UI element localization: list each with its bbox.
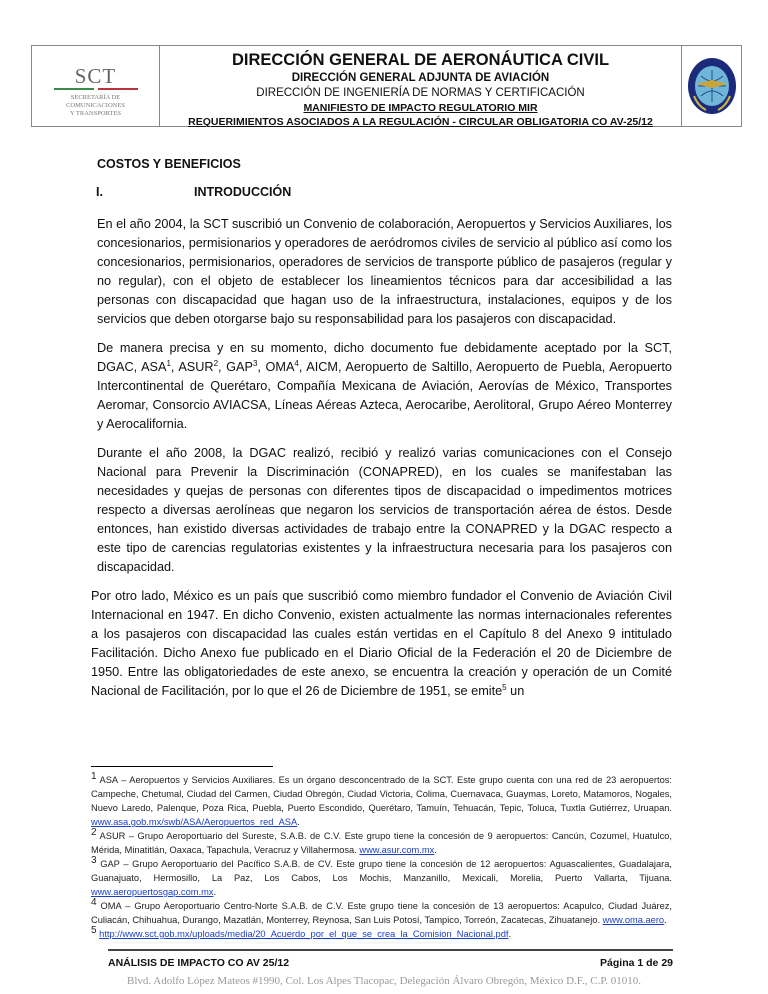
heading-number: I.	[96, 185, 103, 199]
paragraph-4	[91, 587, 672, 701]
document-body	[91, 157, 672, 701]
dgac-seal-icon	[686, 56, 738, 116]
section-heading	[96, 185, 672, 199]
footnote-end: .	[213, 887, 217, 897]
sct-subtitle-line: Y TRANSPORTES	[69, 110, 122, 117]
header-subtitle-2: DIRECCIÓN DE INGENIERÍA DE NORMAS Y CERTIFICACIÓN	[256, 87, 585, 99]
header-titles	[160, 46, 681, 126]
footnote-3	[91, 854, 672, 899]
page-footer	[108, 957, 673, 970]
footnote-link[interactable]: www.asa.gob.mx/swb/ASA/Aeropuertos_red_ASA	[91, 817, 298, 827]
footer-address: Blvd. Adolfo López Mateos #1990, Col. Los Alpes Tlacopac, Delegación Álvaro Obregón, México D.F., C.P. 01010.	[126, 975, 641, 987]
footnote-ref[interactable]: 2	[213, 358, 219, 368]
footer-separator	[108, 949, 673, 951]
text: , GAP	[218, 360, 253, 374]
footnotes	[91, 770, 672, 941]
text: Por otro lado, México es un país que suscribió como miembro fundador el Convenio de Aviación Civil Internacional en 1947. En dicho Convenio, existen actualmente las normas internacionales referentes a los pasajeros con discapacidad las cuales están vertidas en el Capítulo 8 del Anexo 9 intitulado Facilitación. Dicho Anexo fue publicado en el Diario Oficial de la Federación el 20 de Diciembre de 1950. Entre las obligatoriedades de este anexo, se encuentra la creación y operación de un Comité Nacional de Facilitación, por lo que el 26 de Diciembre de 1951, se emite	[91, 589, 672, 698]
text: un	[506, 684, 525, 698]
dgac-seal	[681, 46, 741, 126]
footnote-link[interactable]: www.asur.com.mx	[359, 845, 435, 855]
footnote-4	[91, 896, 672, 927]
footnote-1	[91, 770, 672, 829]
footnote-text: ASA – Aeropuertos y Servicios Auxiliares. Es un órgano desconcentrado de la SCT. Este grupo cuenta con una red de 23 aeropuertos: Campeche, Chetumal, Ciudad del Carmen, Ciudad Obregón, Ciudad Victoria, Colima, Cuernavaca, Guaymas, Loreto, Matamoros, Nogales, Nuevo Laredo, Palenque, Poza Rica, Puebla, Puerto Escondido, Querétaro, Tamuín, Tehuacán, Tepic, Toluca, Tuxtla Gutiérrez, Uruapan.	[91, 775, 672, 813]
header-subtitle-4: REQUERIMIENTOS ASOCIADOS A LA REGULACIÓN - CIRCULAR OBLIGATORIA CO AV-25/12	[188, 116, 653, 128]
footnote-link[interactable]: http://www.sct.gob.mx/uploads/media/20_Acuerdo_por_el_que_se_crea_la_Comision_Nacional.pdf	[99, 929, 509, 939]
footnote-text: GAP – Grupo Aeroportuario del Pacífico S.A.B. de CV. Este grupo tiene la concesión de 12 aeropuertos: Aguascalientes, Guadalajara, Guanajuato, Hermosillo, La Paz, Los Cabos, Los Mochis, Manzanillo, Mexicali, Morelia, Puerto Vallarta, Tijuana.	[91, 859, 672, 883]
footnote-number: 3	[91, 854, 97, 866]
sct-logo-text: SCT	[74, 64, 117, 88]
header-title: DIRECCIÓN GENERAL DE AERONÁUTICA CIVIL	[231, 51, 610, 69]
document-header	[31, 45, 742, 127]
footnote-text: OMA – Grupo Aeroportuario Centro-Norte S.A.B. de C.V. Este grupo tiene la concesión de 13 aeropuertos: Acapulco, Ciudad Juárez, Culiacán, Chihuahua, Durango, Mazatlán, Monterrey, Reynosa, San Luis Potosí, Tampico, Torreón, Zacatecas, Zihuatanejo.	[91, 901, 672, 925]
paragraph-3: Durante el año 2008, la DGAC realizó, recibió y realizó varias comunicaciones con el Consejo Nacional para Prevenir la Discriminación (CONAPRED), en los cuales se manifestaban las necesidades y quejas de personas con diferentes tipos de discapacidad o impedimentos motrices respecto a diversas aerolíneas que negaron los servicios de transportación aérea de éstos. Desde entonces, han existido diversas actividades de trabajo entre la CONAPRED y la DGAC respecto a este tipo de carencias regulatorias existentes y la infraestructura necesaria para los pasajeros con discapacidad.	[97, 446, 672, 574]
footnote-link[interactable]: www.oma.aero	[602, 915, 665, 925]
footnote-number: 4	[91, 896, 97, 908]
footnote-separator	[91, 766, 273, 767]
section-title: COSTOS Y BENEFICIOS	[97, 157, 241, 171]
footnote-end: .	[434, 845, 437, 855]
sct-logo	[32, 46, 160, 126]
header-subtitle-1: DIRECCIÓN GENERAL ADJUNTA DE AVIACIÓN	[291, 72, 550, 84]
spacer	[0, 701, 768, 711]
footnote-5	[91, 924, 672, 941]
text: , OMA	[257, 360, 295, 374]
footnote-end: .	[297, 817, 300, 827]
footnote-ref[interactable]: 3	[252, 358, 258, 368]
heading-title: INTRODUCCIÓN	[194, 185, 292, 199]
footnote-ref[interactable]: 5	[502, 682, 507, 692]
footnote-link[interactable]: www.aeropuertosgap.com.mx	[91, 887, 214, 897]
sct-subtitle-line: COMUNICACIONES	[66, 102, 125, 109]
header-subtitle-3: MANIFIESTO DE IMPACTO REGULATORIO MIR	[303, 102, 538, 114]
flag-bars	[54, 88, 138, 90]
footnote-number: 2	[91, 826, 97, 838]
footnote-number: 5	[91, 924, 97, 936]
footnote-ref[interactable]: 1	[166, 358, 171, 368]
sct-subtitle-line: SECRETARÍA DE	[70, 94, 121, 101]
text: De manera precisa y en su momento, dicho documento fue debidamente aceptado por la SCT, DGAC, ASA	[97, 341, 672, 374]
footnote-end: .	[508, 929, 512, 939]
footnote-end: .	[664, 915, 667, 925]
text: , ASUR	[170, 360, 214, 374]
sct-logo-subtitle	[32, 94, 159, 118]
footer-document-id: ANÁLISIS DE IMPACTO CO AV 25/12	[108, 957, 290, 969]
text: , AICM, Aeropuerto de Saltillo, Aeropuerto de Puebla, Aeropuerto Intercontinental de Querétaro, Compañía Mexicana de Aviación, Aerovías de México, Transportes Aeromar, Consorcio AVIACSA, Líneas Aéreas Azteca, Aerocaribe, Aerolitoral, Grupo Aéreo Monterrey y Aerocalifornia.	[97, 360, 672, 431]
paragraph-2	[97, 339, 672, 434]
footnote-ref[interactable]: 4	[294, 358, 299, 368]
footnote-2	[91, 826, 672, 857]
paragraph-1: En el año 2004, la SCT suscribió un Convenio de colaboración, Aeropuertos y Servicios Auxiliares, los concesionarios, permisionarios y operadores de aeródromos civiles de servicio al público así como los concesionarios, permisionarios, operadores de servicios de transporte público de pasajeros (regular y no regular), con el objeto de establecer los lineamientos técnicos para dar accesibilidad a las personas con discapacidad que hagan uso de la infraestructura, instalaciones, equipos y de los servicios que deben otorgarse bajo su responsabilidad para los pasajeros con discapacidad.	[97, 217, 672, 326]
page-number: Página 1 de 29	[600, 957, 673, 969]
footnote-number: 1	[91, 770, 97, 782]
footnote-text: ASUR – Grupo Aeroportuario del Sureste, S.A.B. de C.V. Este grupo tiene la concesión de 9 aeropuertos: Cancún, Cozumel, Huatulco, Mérida, Minatitlán, Oaxaca, Tapachula, Veracruz y Villahermosa.	[91, 831, 672, 855]
